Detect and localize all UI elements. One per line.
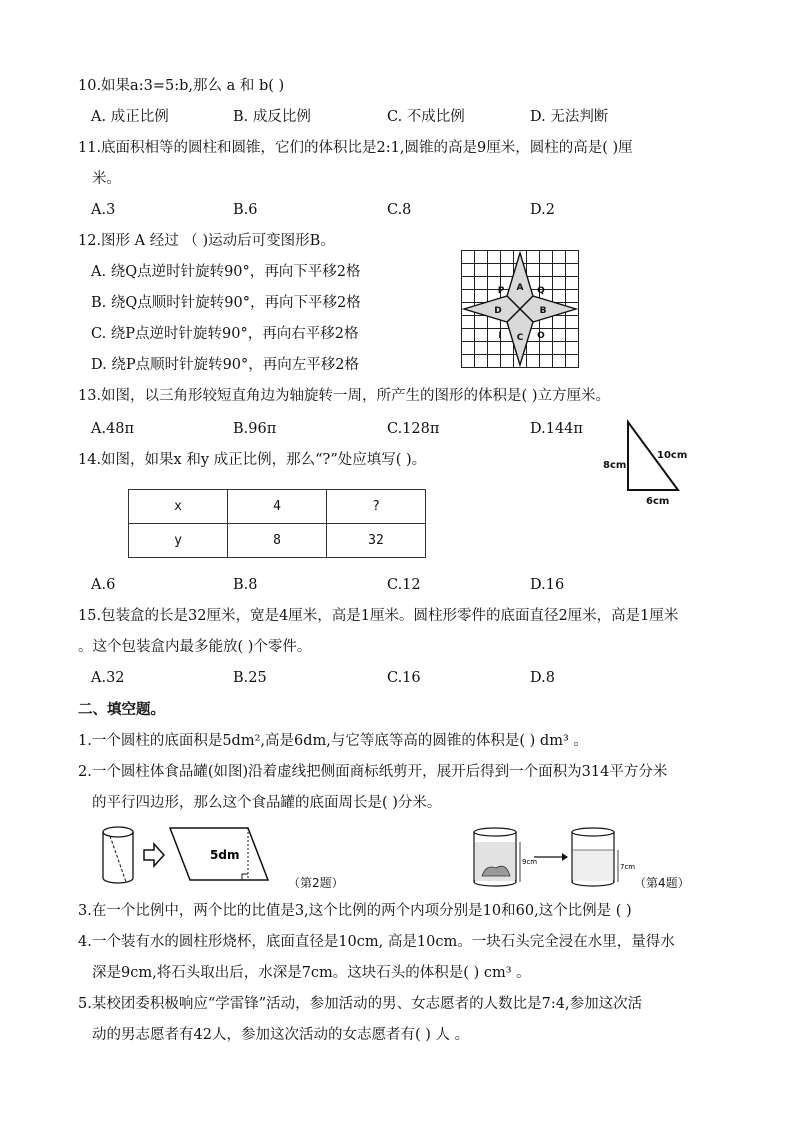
label-b: B xyxy=(539,306,547,316)
q15-option-a: A.32 xyxy=(91,670,125,686)
q11-option-c: C.8 xyxy=(387,202,412,218)
fill-q2-line1: 2.一个圆柱体食品罐(如图)沿着虚线把侧面商标纸剪开，展开后得到一个面积为314平方分米 xyxy=(78,764,668,780)
table-cell: y xyxy=(129,524,228,558)
triangle-left-label: 8cm xyxy=(603,460,627,471)
triangle-bottom-label: 6cm xyxy=(646,496,670,507)
q12-option-d: D. 绕P点顺时针旋转90°，再向左平移2格 xyxy=(91,357,360,373)
q13-stem: 13.如图，以三角形较短直角边为轴旋转一周，所产生的图形的体积是( )立方厘米。 xyxy=(78,388,610,404)
q10-option-c: C. 不成比例 xyxy=(387,109,465,125)
table-row xyxy=(129,524,426,558)
q15-option-b: B.25 xyxy=(233,670,267,686)
fig4-right-label: 7cm xyxy=(620,863,636,871)
fill-q1: 1.一个圆柱的底面积是5dm²,高是6dm,与它等底等高的圆锥的体积是( ) dm³ 。 xyxy=(78,733,588,749)
q14-stem: 14.如图，如果x 和y 成正比例，那么“?”处应填写( )。 xyxy=(78,452,427,468)
table-cell: 32 xyxy=(327,524,426,558)
q10-option-d: D. 无法判断 xyxy=(530,109,609,125)
label-a: A xyxy=(516,283,524,293)
q13-option-c: C.128π xyxy=(387,421,440,437)
section-title: 二、填空题。 xyxy=(78,701,165,718)
label-p: P xyxy=(497,286,505,296)
fill-q4-line2: 深是9cm,将石头取出后，水深是7cm。这块石头的体积是( ) cm³ 。 xyxy=(92,965,531,981)
fig2-caption: （第2题） xyxy=(288,876,344,890)
fill-q5-line2: 动的男志愿者有42人，参加这次活动的女志愿者有( ) 人 。 xyxy=(92,1027,470,1043)
q11-stem: 11.底面积相等的圆柱和圆锥，它们的体积比是2:1,圆锥的高是9厘米，圆柱的高是( )厘 xyxy=(78,140,633,156)
fig4-caption: （第4题） xyxy=(634,876,690,890)
fill-q4-line1: 4.一个装有水的圆柱形烧杯，底面直径是10cm, 高是10cm。一块石头完全浸在水里，量得水 xyxy=(78,934,675,950)
q14-option-a: A.6 xyxy=(91,577,116,593)
fig2-label: 5dm xyxy=(210,848,240,862)
label-i: I xyxy=(498,331,502,341)
fig4-left-label: 9cm xyxy=(522,858,538,866)
triangle-hyp-label: 10cm xyxy=(657,450,688,461)
arrow-icon xyxy=(144,844,164,866)
q12-option-c: C. 绕P点逆时针旋转90°，再向右平移2格 xyxy=(91,326,359,342)
q14-table xyxy=(128,489,426,558)
table-cell: 8 xyxy=(228,524,327,558)
q13-option-b: B.96π xyxy=(233,421,277,437)
q10-stem: 10.如果a:3=5:b,那么 a 和 b( ) xyxy=(78,78,285,94)
table-cell: 4 xyxy=(228,490,327,524)
shape-d xyxy=(464,296,520,322)
q14-option-d: D.16 xyxy=(530,577,565,593)
q12-grid-figure xyxy=(461,250,579,368)
label-q: Q xyxy=(537,286,545,296)
fill-q2-line2: 的平行四边形，那么这个食品罐的底面周长是( )分米。 xyxy=(92,795,442,811)
label-d: D xyxy=(494,306,502,316)
table-row xyxy=(129,490,426,524)
q10-option-a: A. 成正比例 xyxy=(91,109,169,125)
label-c: C xyxy=(516,333,524,343)
q15-stem-cont: 。这个包装盒内最多能放( )个零件。 xyxy=(78,639,312,655)
q13-option-a: A.48π xyxy=(91,421,135,437)
fill-q5-line1: 5.某校团委积极响应“学雷锋”活动，参加活动的男、女志愿者的人数比是7:4,参加这次活 xyxy=(78,996,643,1012)
q11-stem-cont: 米。 xyxy=(92,171,121,187)
q13-triangle-figure xyxy=(600,418,710,510)
fig4-beakers xyxy=(468,824,638,888)
q11-option-d: D.2 xyxy=(530,202,555,218)
fill-q3: 3.在一个比例中，两个比的比值是3,这个比例的两个内项分别是10和60,这个比例是 ( ) xyxy=(78,903,632,919)
q12-option-a: A. 绕Q点逆时针旋转90°，再向下平移2格 xyxy=(91,264,361,280)
q10-option-b: B. 成反比例 xyxy=(233,109,311,125)
table-cell: x xyxy=(129,490,228,524)
fig2-cylinder-unroll xyxy=(100,824,290,888)
q12-stem: 12.图形 A 经过 （ )运动后可变图形B。 xyxy=(78,233,335,249)
q11-option-b: B.6 xyxy=(233,202,258,218)
q14-option-c: C.12 xyxy=(387,577,421,593)
q12-option-b: B. 绕Q点顺时针旋转90°，再向下平移2格 xyxy=(91,295,361,311)
q15-option-c: C.16 xyxy=(387,670,421,686)
q13-option-d: D.144π xyxy=(530,421,583,437)
table-cell: ? xyxy=(327,490,426,524)
q14-option-b: B.8 xyxy=(233,577,258,593)
label-o: O xyxy=(537,331,545,341)
q11-option-a: A.3 xyxy=(91,202,116,218)
q15-option-d: D.8 xyxy=(530,670,555,686)
q15-stem: 15.包装盒的长是32厘米，宽是4厘米，高是1厘米。圆柱形零件的底面直径2厘米，高是1厘米 xyxy=(78,608,679,624)
